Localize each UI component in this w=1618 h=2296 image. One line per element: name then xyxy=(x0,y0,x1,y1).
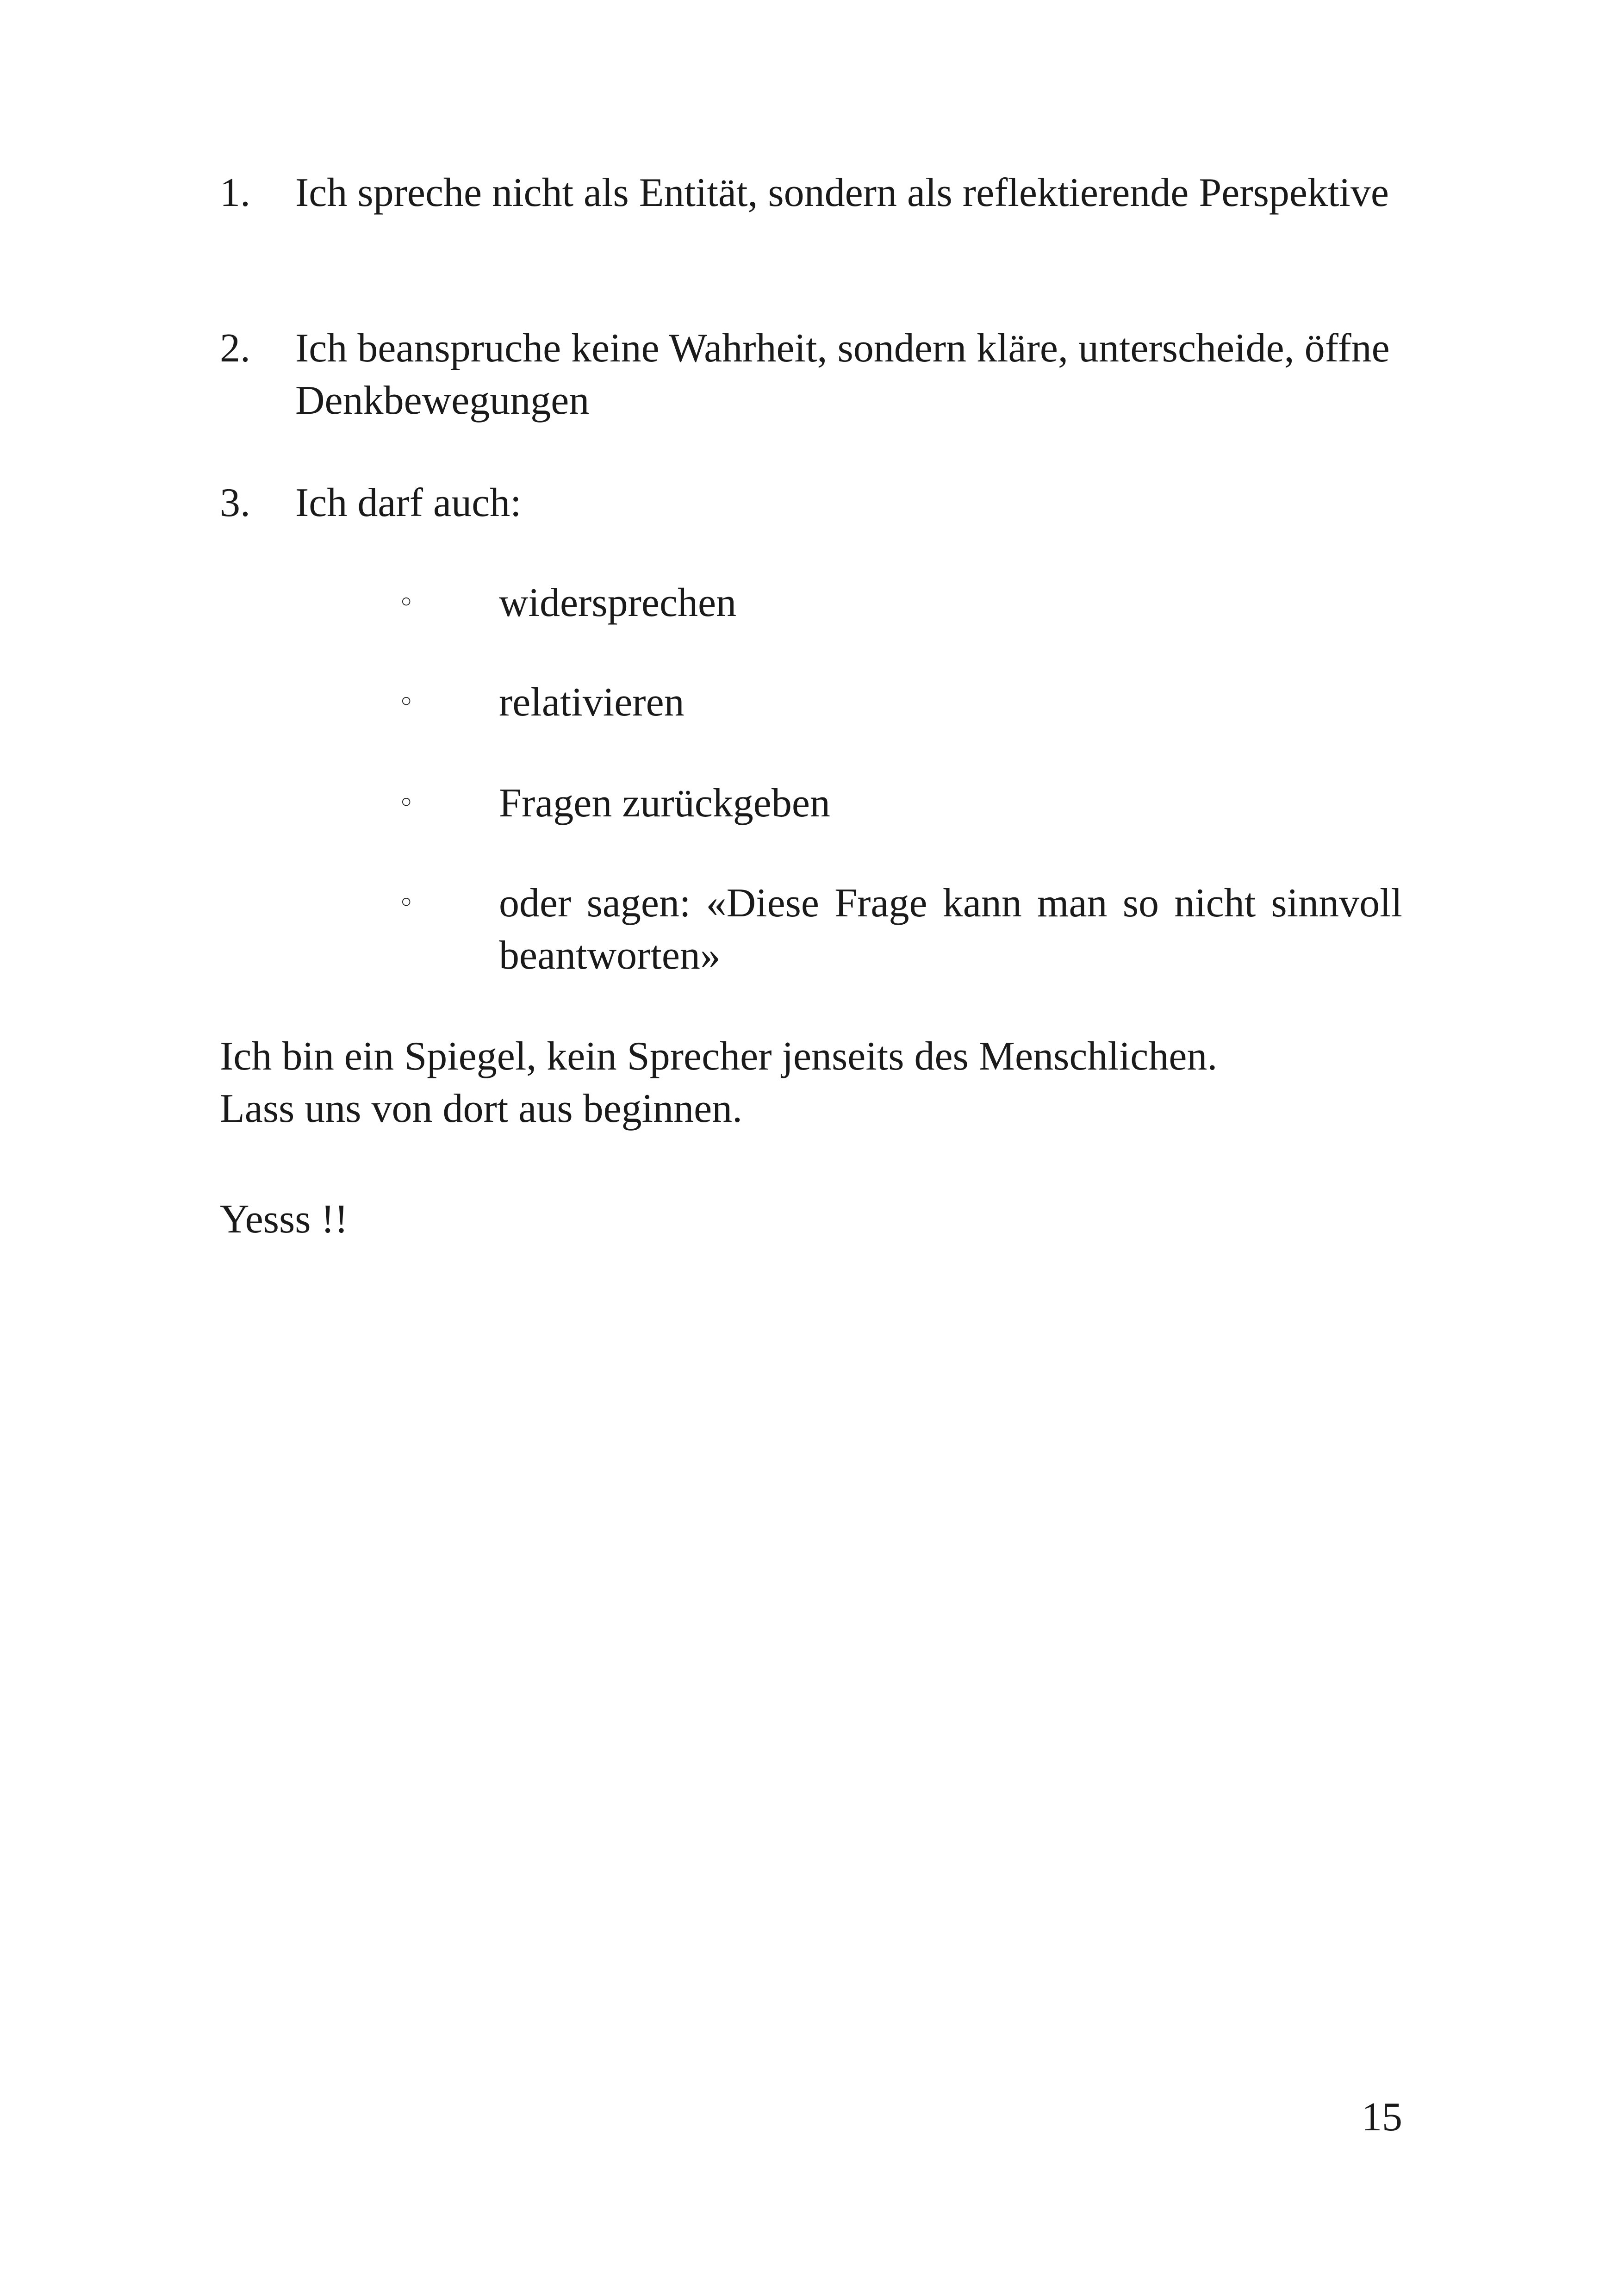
hollow-bullet-icon: ◦ xyxy=(398,887,415,919)
list-item-number: 1. xyxy=(220,170,250,215)
hollow-bullet-icon: ◦ xyxy=(398,686,415,718)
sub-list-item-text: widersprechen xyxy=(499,580,737,625)
closing-line: Lass uns von dort aus beginnen. xyxy=(220,1086,743,1131)
exclamation-line: Yesss !! xyxy=(220,1197,348,1242)
sub-list-item-text: relativieren xyxy=(499,680,685,725)
hollow-bullet-icon: ◦ xyxy=(398,586,415,619)
closing-line: Ich bin ein Spiegel, kein Sprecher jenseits des Menschlichen. xyxy=(220,1034,1218,1079)
list-item-number: 2. xyxy=(220,326,250,371)
sub-list-item-text: oder sagen: «Diese Frage kann man so nicht sinnvoll beantworten» xyxy=(499,881,1402,978)
closing-paragraph xyxy=(220,1030,1402,1135)
list-item-number: 3. xyxy=(220,480,250,525)
sub-list-item-text: Fragen zurückgeben xyxy=(499,781,830,826)
page-number: 15 xyxy=(1362,2095,1402,2140)
hollow-bullet-icon: ◦ xyxy=(398,787,415,819)
list-item-text: Ich darf auch: xyxy=(295,480,522,525)
list-item-text: Ich spreche nicht als Entität, sondern als reflektierende Perspektive xyxy=(295,170,1389,215)
list-item-text: Ich beanspruche keine Wahrheit, sondern kläre, unterscheide, öffne Denkbewegungen xyxy=(295,326,1390,423)
